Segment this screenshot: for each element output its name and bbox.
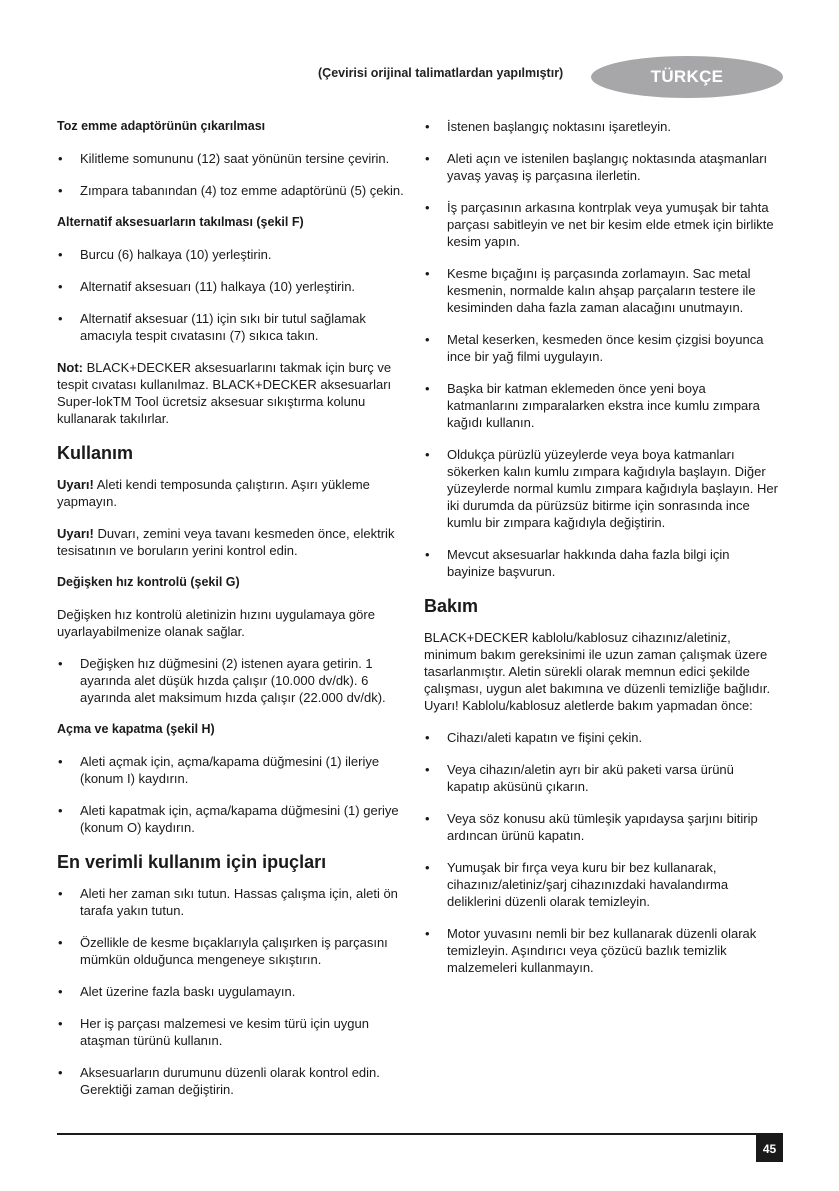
usage-warning-1	[57, 476, 409, 510]
list-item: • Burcu (6) halkaya (10) yerleştirin.	[57, 246, 409, 263]
list-item: • Yumuşak bir fırça veya kuru bir bez kullanarak, cihazınız/aletiniz/şarj cihazınızdaki havalandırma deliklerini düzenli olarak temizleyin.	[424, 859, 780, 910]
list-item: • Cihazı/aleti kapatın ve fişini çekin.	[424, 729, 780, 746]
speed-control-intro: Değişken hız kontrolü aletinizin hızını uygulamaya göre uyarlayabilmenize olanak sağlar.	[57, 607, 375, 639]
list-item: • Veya cihazın/aletin ayrı bir akü paketi varsa ürünü kapatıp aküsünü çıkarın.	[424, 761, 780, 795]
on-off-heading: Açma ve kapatma (şekil H)	[57, 722, 215, 736]
warning-text: Aleti kendi temposunda çalıştırın. Aşırı yükleme yapmayın.	[57, 477, 370, 509]
usage-warning-2	[57, 525, 409, 559]
list-item: • Alternatif aksesuar (11) için sıkı bir tutul sağlamak amacıyla tespit cıvatasını (7) sıkıca takın.	[57, 310, 409, 344]
list-item: • Her iş parçası malzemesi ve kesim türü için uygun ataşman türünü kullanın.	[57, 1015, 409, 1049]
list-item: • Aleti her zaman sıkı tutun. Hassas çalışma için, aleti ön tarafa yakın tutun.	[57, 885, 409, 919]
maintenance-list	[424, 729, 780, 976]
list-item: • Oldukça pürüzlü yüzeylerde veya boya katmanları sökerken kalın kumlu zımpara kağıdıyla başlayın. Diğer yüzeylerde normal kumlu zımpara kağıdıyla başlayın. Her iki durumda da pürüzsüz bitirme için sonrasında ince kumlu bir zımpara kağıdıyla değiştirin.	[424, 446, 780, 531]
list-item: • Alternatif aksesuarı (11) halkaya (10) yerleştirin.	[57, 278, 409, 295]
list-item: • İş parçasının arkasına kontrplak veya yumuşak bir tahta parçası sabitleyin ve net bir kesim elde etmek için birlikte kesim yapın.	[424, 199, 780, 250]
on-off-list	[57, 753, 409, 836]
note-label: Not:	[57, 360, 83, 375]
list-item: • Metal keserken, kesmeden önce kesim çizgisi boyunca ince bir yağ filmi uygulayın.	[424, 331, 780, 365]
tips-list	[57, 885, 409, 1098]
warning-label: Uyarı!	[57, 526, 94, 541]
speed-control-list	[57, 655, 409, 706]
list-item: • Aleti açmak için, açma/kapama düğmesini (1) ileriye (konum I) kaydırın.	[57, 753, 409, 787]
usage-title: Kullanım	[57, 443, 134, 463]
tips-title: En verimli kullanım için ipuçları	[57, 852, 327, 872]
footer-divider	[57, 1133, 783, 1135]
left-column	[57, 118, 409, 1113]
list-item: • Kesme bıçağını iş parçasında zorlamayın. Sac metal kesmenin, normalde kalın ahşap parçaların testere ile kesiminden daha fazla zaman alacağını unutmayın.	[424, 265, 780, 316]
dust-adapter-list	[57, 150, 409, 199]
maintenance-intro: BLACK+DECKER kablolu/kablosuz cihazınız/aletiniz, minimum bakım gereksinimi ile uzun zaman çalışmak üzere tasarlanmıştır. Aletin sürekli olarak memnun edici şekilde çalışması, uygun alet bakımına ve düzenli temizliğe bağlıdır. Uyarı! Kablolu/kablosuz aletlerde bakım yapmadan önce:	[424, 630, 771, 713]
translation-note: (Çevirisi orijinal talimatlardan yapılmıştır)	[318, 66, 564, 80]
list-item: • Kilitleme somununu (12) saat yönünün tersine çevirin.	[57, 150, 409, 167]
speed-control-heading: Değişken hız kontrolü (şekil G)	[57, 575, 240, 589]
accessories-note	[57, 359, 409, 427]
list-item: • İstenen başlangıç noktasını işaretleyin.	[424, 118, 780, 135]
right-column	[424, 118, 780, 991]
list-item: • Başka bir katman eklemeden önce yeni boya katmanlarını zımparalarken ekstra ince kumlu zımpara kağıdı kullanın.	[424, 380, 780, 431]
list-item: • Aleti kapatmak için, açma/kapama düğmesini (1) geriye (konum O) kaydırın.	[57, 802, 409, 836]
list-item: • Özellikle de kesme bıçaklarıyla çalışırken iş parçasını mümkün olduğunca mengeneye sıkıştırın.	[57, 934, 409, 968]
accessories-list	[57, 246, 409, 344]
list-item: • Alet üzerine fazla baskı uygulamayın.	[57, 983, 409, 1000]
note-text: BLACK+DECKER aksesuarlarını takmak için burç ve tespit cıvatası kullanılmaz. BLACK+DECKER aksesuarları Super-lokTM Tool ücretsiz aksesuar sıkıştırma kolunu kullanarak takılırlar.	[57, 360, 392, 426]
list-item: • Mevcut aksesuarlar hakkında daha fazla bilgi için bayinize başvurun.	[424, 546, 780, 580]
warning-label: Uyarı!	[57, 477, 94, 492]
list-item: • Zımpara tabanından (4) toz emme adaptörünü (5) çekin.	[57, 182, 409, 199]
maintenance-title: Bakım	[424, 596, 479, 616]
language-badge: TÜRKÇE	[591, 56, 783, 98]
tips-continued-list	[424, 118, 780, 580]
list-item: • Veya söz konusu akü tümleşik yapıdaysa şarjını bitirip ardıncan ürünü kapatın.	[424, 810, 780, 844]
list-item: • Aleti açın ve istenilen başlangıç noktasında ataşmanları yavaş yavaş iş parçasına ilerletin.	[424, 150, 780, 184]
dust-adapter-heading: Toz emme adaptörünün çıkarılması	[57, 119, 266, 133]
list-item: • Aksesuarların durumunu düzenli olarak kontrol edin. Gerektiği zaman değiştirin.	[57, 1064, 409, 1098]
page-number: 45	[756, 1135, 783, 1162]
accessories-heading: Alternatif aksesuarların takılması (şekil F)	[57, 215, 304, 229]
list-item: • Motor yuvasını nemli bir bez kullanarak düzenli olarak temizleyin. Aşındırıcı veya çözücü bazlık temizlik malzemeleri kullanmayın.	[424, 925, 780, 976]
warning-text: Duvarı, zemini veya tavanı kesmeden önce, elektrik tesisatının ve boruların yerini kontrol edin.	[57, 526, 395, 558]
list-item: • Değişken hız düğmesini (2) istenen ayara getirin. 1 ayarında alet düşük hızda çalışır (10.000 dv/dk). 6 ayarında alet maksimum hızda çalışır (22.000 dv/dk).	[57, 655, 409, 706]
